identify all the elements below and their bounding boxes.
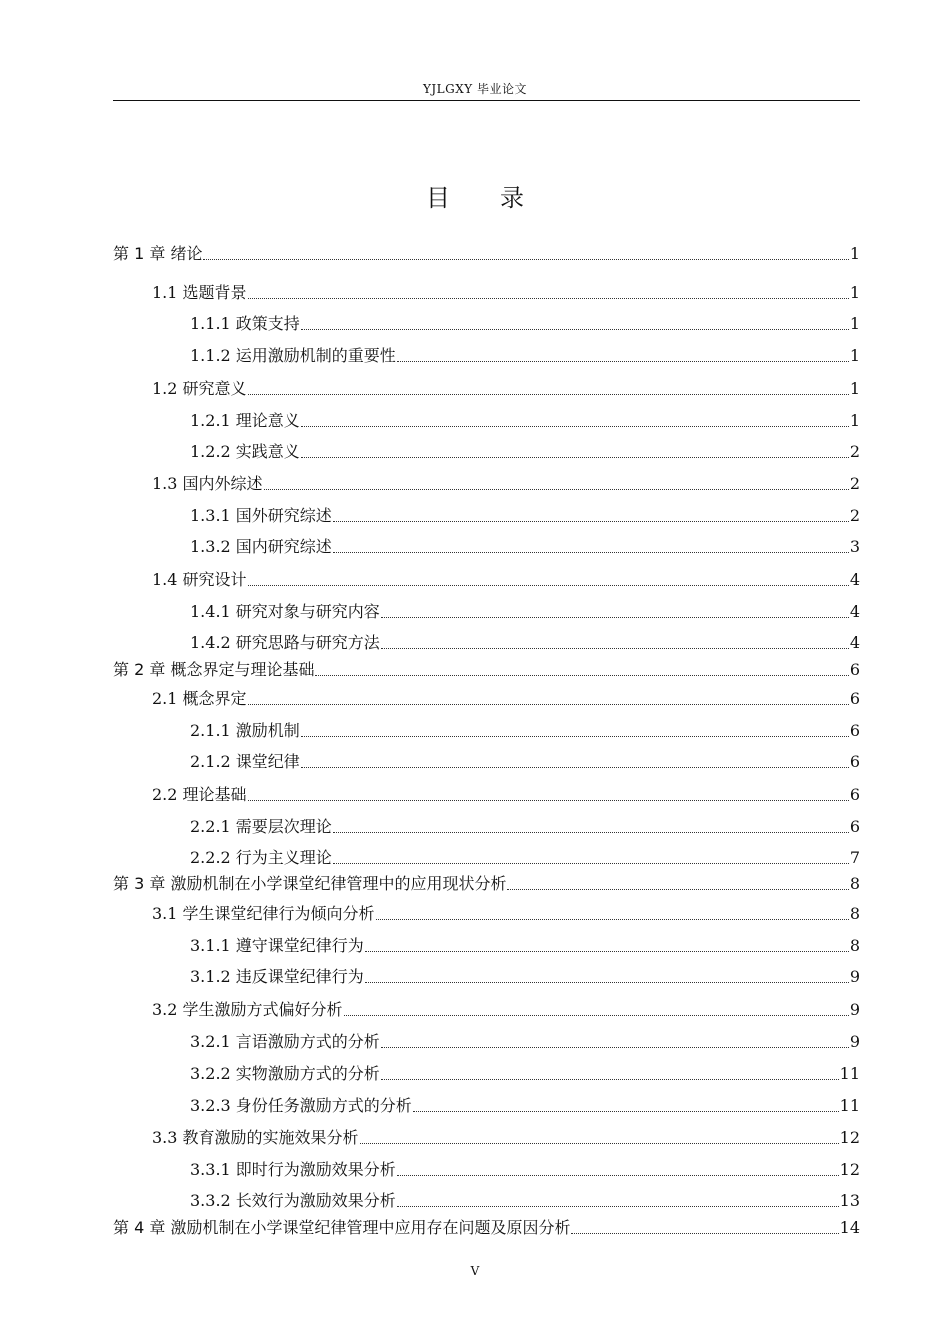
toc-entry[interactable] <box>152 999 860 1021</box>
toc-dot-leader <box>264 473 849 490</box>
toc-entry-page: 7 <box>849 848 860 867</box>
toc-entry-page: 12 <box>839 1128 860 1147</box>
toc-entry-label: 第 1 章 绪论 <box>113 244 203 263</box>
toc-entry[interactable] <box>190 1031 860 1053</box>
toc-entry-label: 3.3 教育激励的实施效果分析 <box>152 1128 359 1147</box>
toc-dot-leader <box>248 282 849 299</box>
toc-dot-leader <box>344 999 849 1016</box>
toc-dot-leader <box>397 1159 839 1176</box>
toc-entry-page: 8 <box>849 904 860 923</box>
toc-entry-label: 3.1.1 遵守课堂纪律行为 <box>190 936 364 955</box>
toc-entry-label: 1.1.2 运用激励机制的重要性 <box>190 346 396 365</box>
toc-entry-label: 2.1.1 激励机制 <box>190 721 300 740</box>
toc-entry-page: 9 <box>849 1032 860 1051</box>
toc-entry-label: 1.4.1 研究对象与研究内容 <box>190 602 380 621</box>
toc-entry-label: 2.2.1 需要层次理论 <box>190 817 332 836</box>
toc-dot-leader <box>301 441 849 458</box>
toc-dot-leader <box>248 569 849 586</box>
toc-dot-leader <box>301 751 849 768</box>
toc-dot-leader <box>365 935 849 952</box>
toc-dot-leader <box>381 1031 849 1048</box>
toc-entry-page: 3 <box>849 537 860 556</box>
toc-dot-leader <box>360 1127 839 1144</box>
toc-dot-leader <box>301 410 849 427</box>
toc-entry-label: 3.2.2 实物激励方式的分析 <box>190 1064 380 1083</box>
page-number: V <box>470 1264 480 1278</box>
toc-entry-page: 4 <box>849 633 860 652</box>
toc-entry-page: 4 <box>849 570 860 589</box>
toc-entry-label: 第 2 章 概念界定与理论基础 <box>113 660 315 679</box>
toc-entry-label: 1.1 选题背景 <box>152 283 247 302</box>
toc-dot-leader <box>248 688 849 705</box>
toc-entry-page: 2 <box>849 506 860 525</box>
toc-entry-page: 4 <box>849 602 860 621</box>
running-header: YJLGXY 毕业论文 <box>422 82 528 96</box>
toc-entry-label: 1.2.2 实践意义 <box>190 442 300 461</box>
toc-entry[interactable] <box>152 903 860 925</box>
toc-entry-page: 11 <box>839 1064 860 1083</box>
toc-entry-page: 9 <box>849 1000 860 1019</box>
toc-dot-leader <box>203 243 848 260</box>
toc-dot-leader <box>381 601 849 618</box>
toc-entry[interactable] <box>190 1159 860 1181</box>
toc-entry[interactable] <box>152 1127 860 1149</box>
toc-dot-leader <box>315 659 848 676</box>
toc-entry[interactable] <box>152 688 860 710</box>
toc-entry-label: 第 4 章 激励机制在小学课堂纪律管理中应用存在问题及原因分析 <box>113 1218 571 1237</box>
toc-entry[interactable] <box>190 1095 860 1117</box>
toc-entry[interactable] <box>190 751 860 773</box>
toc-entry[interactable] <box>190 505 860 527</box>
toc-entry[interactable] <box>190 1063 860 1085</box>
toc-entry-label: 3.2 学生激励方式偏好分析 <box>152 1000 343 1019</box>
toc-entry-label: 1.3.1 国外研究综述 <box>190 506 332 525</box>
header-divider <box>113 100 860 101</box>
toc-entry-label: 2.2 理论基础 <box>152 785 247 804</box>
toc-dot-leader <box>333 536 849 553</box>
toc-entry-label: 第 3 章 激励机制在小学课堂纪律管理中的应用现状分析 <box>113 874 507 893</box>
toc-dot-leader <box>571 1217 838 1234</box>
toc-entry[interactable] <box>152 378 860 400</box>
toc-entry-page: 2 <box>849 442 860 461</box>
toc-entry-label: 1.2.1 理论意义 <box>190 411 300 430</box>
toc-dot-leader <box>397 345 849 362</box>
toc-dot-leader <box>376 903 849 920</box>
toc-entry-page: 1 <box>849 346 860 365</box>
toc-entry-label: 2.1.2 课堂纪律 <box>190 752 300 771</box>
toc-entry-page: 11 <box>839 1096 860 1115</box>
toc-dot-leader <box>248 784 849 801</box>
toc-entry-page: 8 <box>849 874 860 893</box>
toc-entry[interactable] <box>190 847 860 869</box>
toc-entry[interactable] <box>190 1190 860 1212</box>
toc-entry-label: 1.1.1 政策支持 <box>190 314 300 333</box>
toc-entry-label: 1.3.2 国内研究综述 <box>190 537 332 556</box>
toc-entry-label: 3.1 学生课堂纪律行为倾向分析 <box>152 904 375 923</box>
toc-entry-page: 8 <box>849 936 860 955</box>
toc-entry[interactable] <box>152 282 860 304</box>
toc-entry[interactable] <box>190 632 860 654</box>
toc-entry-label: 3.1.2 违反课堂纪律行为 <box>190 967 364 986</box>
toc-entry[interactable] <box>190 313 860 335</box>
toc-dot-leader <box>248 378 849 395</box>
toc-dot-leader <box>397 1190 839 1207</box>
toc-entry[interactable] <box>190 410 860 432</box>
toc-entry[interactable] <box>152 784 860 806</box>
toc-entry-page: 6 <box>849 817 860 836</box>
toc-entry-label: 3.2.1 言语激励方式的分析 <box>190 1032 380 1051</box>
toc-entry-label: 3.3.2 长效行为激励效果分析 <box>190 1191 396 1210</box>
toc-dot-leader <box>333 847 849 864</box>
toc-entry[interactable] <box>190 536 860 558</box>
toc-entry-label: 3.3.1 即时行为激励效果分析 <box>190 1160 396 1179</box>
toc-entry-page: 1 <box>849 244 860 263</box>
toc-entry[interactable] <box>113 659 860 681</box>
toc-dot-leader <box>365 966 849 983</box>
toc-entry-label: 1.3 国内外综述 <box>152 474 263 493</box>
toc-entry[interactable] <box>190 441 860 463</box>
toc-entry-page: 9 <box>849 967 860 986</box>
toc-dot-leader <box>381 632 849 649</box>
toc-entry[interactable] <box>113 873 860 895</box>
toc-entry-page: 6 <box>849 752 860 771</box>
toc-dot-leader <box>507 873 848 890</box>
toc-dot-leader <box>301 720 849 737</box>
toc-dot-leader <box>333 816 849 833</box>
toc-entry-page: 14 <box>839 1218 860 1237</box>
toc-dot-leader <box>413 1095 839 1112</box>
toc-entry[interactable] <box>113 1217 860 1239</box>
toc-dot-leader <box>381 1063 839 1080</box>
toc-entry-page: 6 <box>849 785 860 804</box>
toc-entry-label: 2.2.2 行为主义理论 <box>190 848 332 867</box>
toc-entry[interactable] <box>152 569 860 591</box>
toc-entry-page: 13 <box>839 1191 860 1210</box>
toc-entry[interactable] <box>190 966 860 988</box>
page-title: 目录 <box>426 184 574 212</box>
toc-entry-page: 1 <box>849 411 860 430</box>
toc-entry[interactable] <box>190 720 860 742</box>
toc-entry[interactable] <box>190 345 860 367</box>
toc-entry[interactable] <box>190 601 860 623</box>
toc-entry-label: 3.2.3 身份任务激励方式的分析 <box>190 1096 412 1115</box>
toc-dot-leader <box>333 505 849 522</box>
toc-entry-label: 2.1 概念界定 <box>152 689 247 708</box>
toc-entry-page: 6 <box>849 721 860 740</box>
toc-entry-page: 1 <box>849 314 860 333</box>
toc-entry-label: 1.4 研究设计 <box>152 570 247 589</box>
toc-entry-page: 1 <box>849 379 860 398</box>
toc-entry[interactable] <box>190 935 860 957</box>
toc-entry-page: 6 <box>849 660 860 679</box>
toc-entry-page: 6 <box>849 689 860 708</box>
toc-entry[interactable] <box>152 473 860 495</box>
toc-entry-page: 2 <box>849 474 860 493</box>
toc-entry-page: 12 <box>839 1160 860 1179</box>
toc-entry[interactable] <box>190 816 860 838</box>
toc-entry-label: 1.4.2 研究思路与研究方法 <box>190 633 380 652</box>
toc-entry-page: 1 <box>849 283 860 302</box>
toc-entry[interactable] <box>113 243 860 265</box>
toc-dot-leader <box>301 313 849 330</box>
toc-entry-label: 1.2 研究意义 <box>152 379 247 398</box>
